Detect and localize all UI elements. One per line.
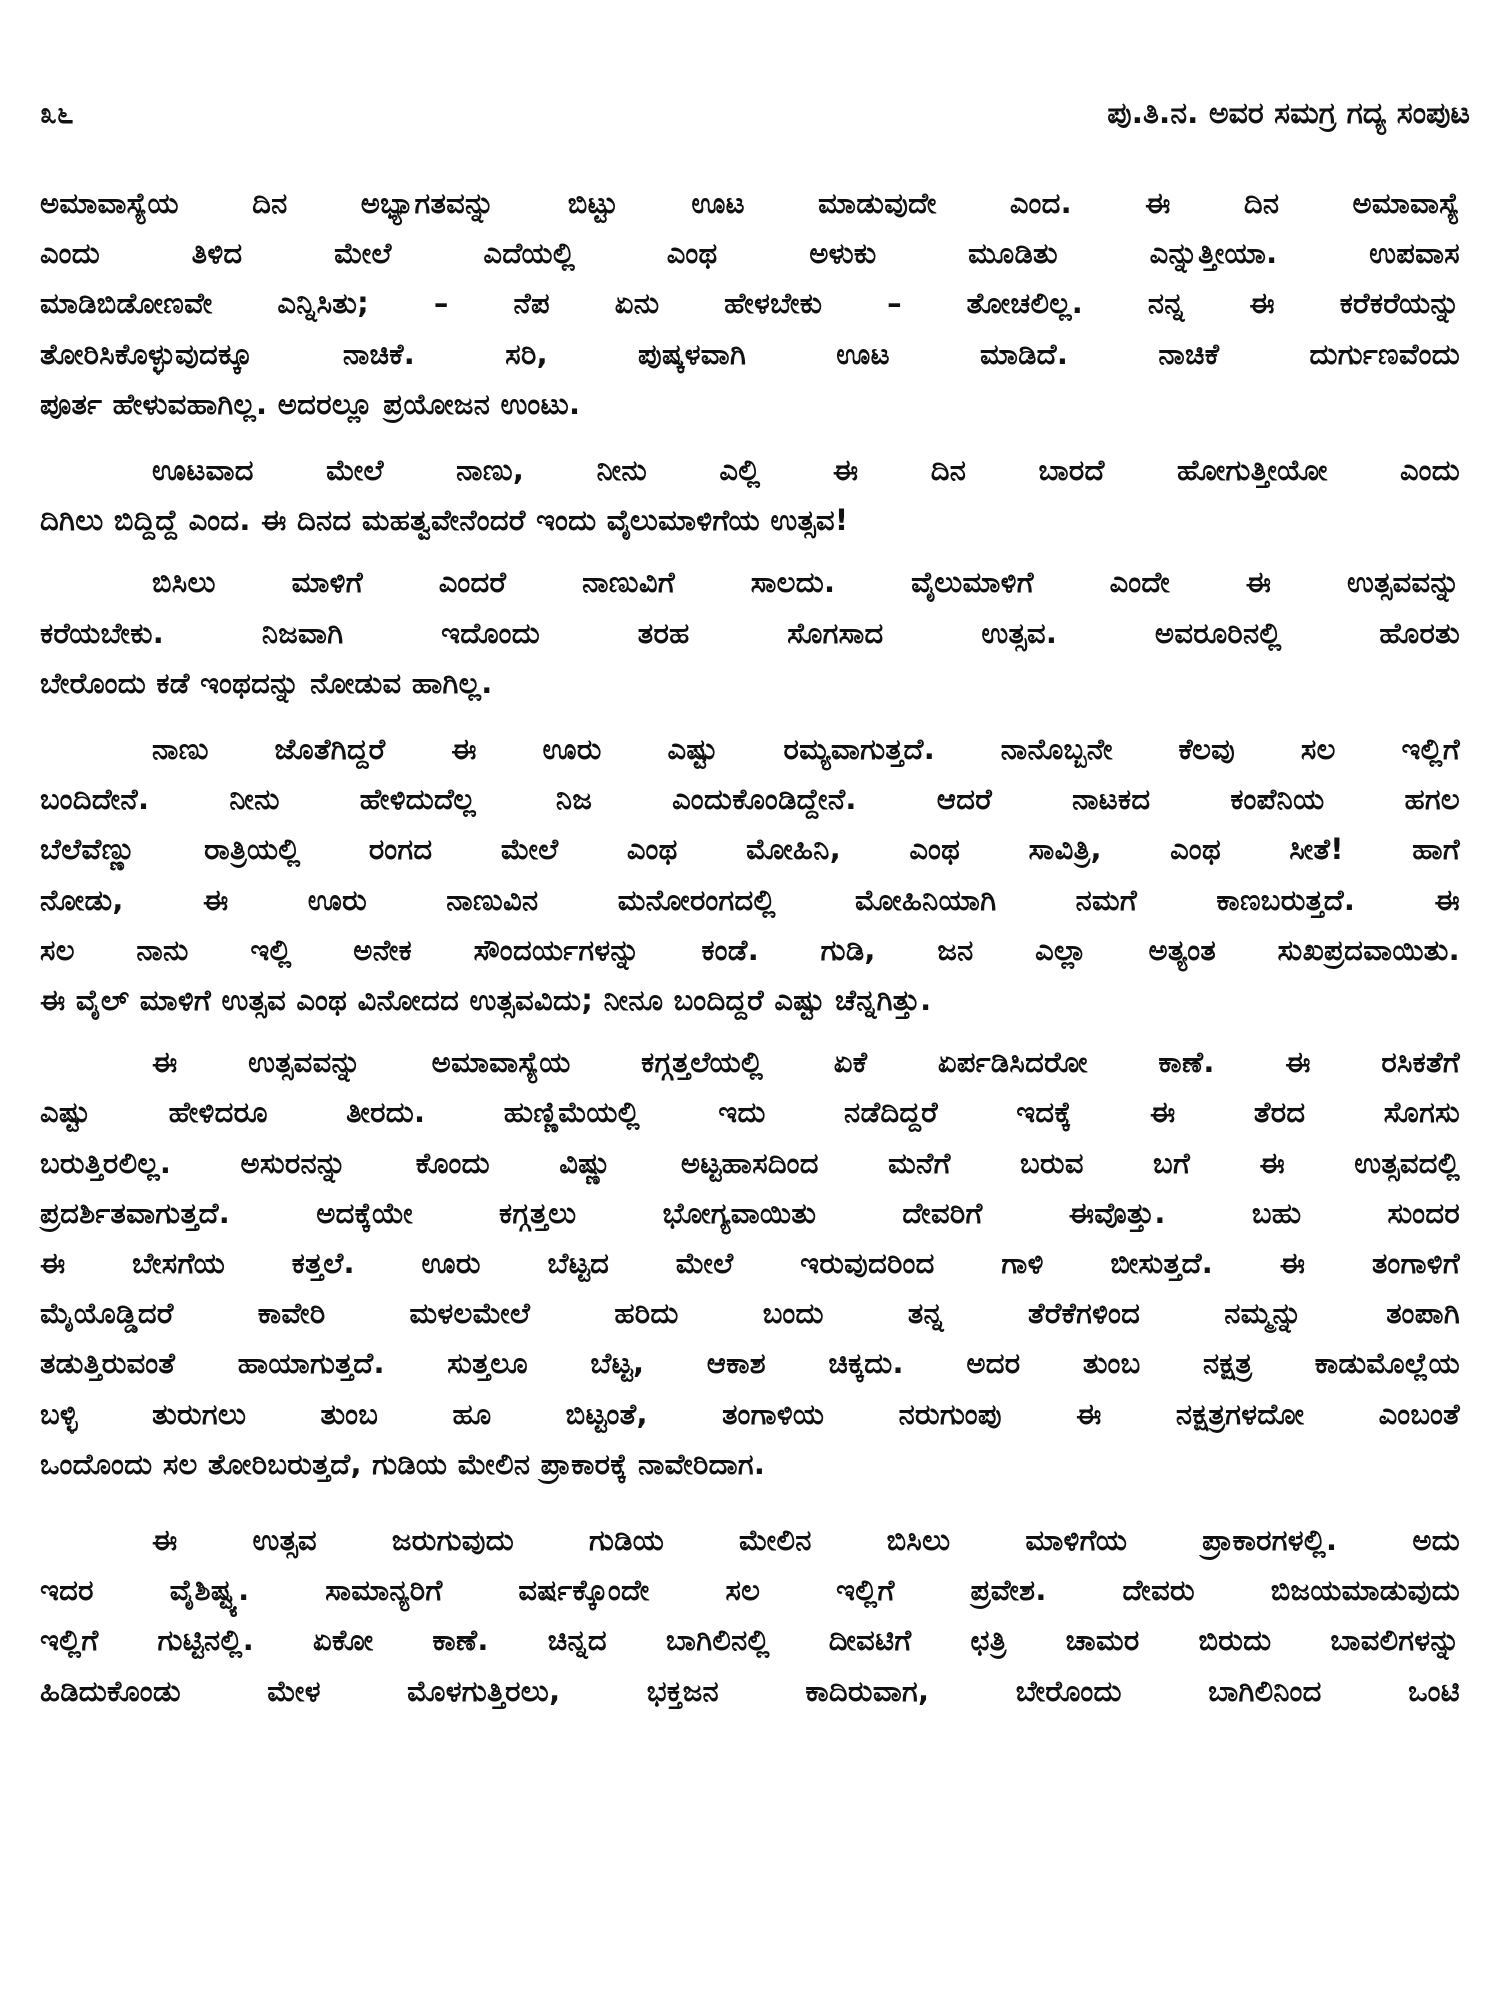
text-line: ಬರುತ್ತಿರಲಿಲ್ಲ. ಅಸುರನನ್ನು ಕೊಂದು ವಿಷ್ಣು ಅಟ್ಟಹಾಸದಿಂದ ಮನೆಗೆ ಬರುವ ಬಗೆ ಈ ಉತ್ಸವದಲ್ಲಿ <box>40 1145 1460 1180</box>
text-line: ಹಿಡಿದುಕೊಂಡು ಮೇಳ ಮೊಳಗುತ್ತಿರಲು, ಭಕ್ತಜನ ಕಾದಿರುವಾಗ, ಬೇರೊಂದು ಬಾಗಿಲಿನಿಂದ ಒಂಟಿ <box>40 1673 1460 1708</box>
text-line: ಇಲ್ಲಿಗೆ ಗುಟ್ಟಿನಲ್ಲಿ. ಏಕೋ ಕಾಣೆ. ಚಿನ್ನದ ಬಾಗಿಲಿನಲ್ಲಿ ದೀವಟಿಗೆ ಛತ್ರಿ ಚಾಮರ ಬಿರುದು ಬಾವಲಿಗಳನ್ನು <box>40 1623 1460 1658</box>
paragraph-1 <box>40 178 1460 429</box>
text-line: ಪೂರ್ತ ಹೇಳುವಹಾಗಿಲ್ಲ. ಅದರಲ್ಲೂ ಪ್ರಯೋಜನ ಉಂಟು. <box>40 386 581 421</box>
text-line: ಈ ವೈಲ್ ಮಾಳಿಗೆ ಉತ್ಸವ ಎಂಥ ವಿನೋದದ ಉತ್ಸವವಿದು; ನೀನೂ ಬಂದಿದ್ದರೆ ಎಷ್ಟು ಚೆನ್ನಗಿತ್ತು. <box>40 983 932 1018</box>
body-text <box>40 178 1460 1730</box>
text-line: ಮಾಡಿಬಿಡೋಣವೇ ಎನ್ನಿಸಿತು; – ನೆಪ ಏನು ಹೇಳಬೇಕು – ತೋಚಲಿಲ್ಲ. ನನ್ನ ಈ ಕರೆಕರೆಯನ್ನು <box>40 286 1460 321</box>
text-line: ಕರೆಯಬೇಕು. ನಿಜವಾಗಿ ಇದೊಂದು ತರಹ ಸೊಗಸಾದ ಉತ್ಸವ. ಅವರೂರಿನಲ್ಲಿ ಹೊರತು <box>40 615 1460 650</box>
text-line: ಒಂದೊಂದು ಸಲ ತೋರಿಬರುತ್ತದೆ, ಗುಡಿಯ ಮೇಲಿನ ಪ್ರಾಕಾರಕ್ಕೆ ನಾವೇರಿದಾಗ. <box>40 1446 766 1481</box>
paragraph-6 <box>40 1515 1460 1716</box>
running-title: ಪು.ತಿ.ನ. ಅವರ ಸಮಗ್ರ ಗದ್ಯ ಸಂಪುಟ <box>1107 96 1470 131</box>
text-line: ನಾಣು ಜೊತೆಗಿದ್ದರೆ ಈ ಊರು ಎಷ್ಟು ರಮ್ಯವಾಗುತ್ತದೆ. ನಾನೊಬ್ಬನೇ ಕೆಲವು ಸಲ ಇಲ್ಲಿಗೆ <box>152 732 1460 767</box>
text-line: ಮೈಯೊಡ್ಡಿದರೆ ಕಾವೇರಿ ಮಳಲಮೇಲೆ ಹರಿದು ಬಂದು ತನ್ನ ತೆರೆಕೆಗಳಿಂದ ನಮ್ಮನ್ನು ತಂಪಾಗಿ <box>40 1296 1460 1331</box>
text-line: ಬಿಸಿಲು ಮಾಳಿಗೆ ಎಂದರೆ ನಾಣುವಿಗೆ ಸಾಲದು. ವೈಲುಮಾಳಿಗೆ ಎಂದೇ ಈ ಉತ್ಸವವನ್ನು <box>152 565 1460 600</box>
text-line: ನೋಡು, ಈ ಊರು ನಾಣುವಿನ ಮನೋರಂಗದಲ್ಲಿ ಮೋಹಿನಿಯಾಗಿ ನಮಗೆ ಕಾಣಬರುತ್ತದೆ. ಈ <box>40 882 1460 917</box>
paragraph-3 <box>40 557 1460 708</box>
text-line: ಪ್ರದರ್ಶಿತವಾಗುತ್ತದೆ. ಅದಕ್ಕೆಯೇ ಕಗ್ಗತ್ತಲು ಭೋಗ್ಯವಾಯಿತು ದೇವರಿಗೆ ಈವೊತ್ತು. ಬಹು ಸುಂದರ <box>40 1195 1460 1230</box>
text-line: ಊಟವಾದ ಮೇಲೆ ನಾಣು, ನೀನು ಎಲ್ಲಿ ಈ ದಿನ ಬಾರದೆ ಹೋಗುತ್ತೀಯೋ ಎಂದು <box>152 453 1460 488</box>
text-line: ಬೇರೊಂದು ಕಡೆ ಇಂಥದನ್ನು ನೋಡುವ ಹಾಗಿಲ್ಲ. <box>40 665 493 700</box>
text-line: ಎಂದು ತಿಳಿದ ಮೇಲೆ ಎದೆಯಲ್ಲಿ ಎಂಥ ಅಳುಕು ಮೂಡಿತು ಎನ್ನುತ್ತೀಯಾ. ಉಪವಾಸ <box>40 236 1460 271</box>
text-line: ಅಮಾವಾಸ್ಯೆಯ ದಿನ ಅಭ್ಯಾಗತವನ್ನು ಬಿಟ್ಟು ಊಟ ಮಾಡುವುದೇ ಎಂದ. ಈ ದಿನ ಅಮಾವಾಸ್ಯೆ <box>40 186 1460 220</box>
page-number: ೩೬ <box>40 96 74 131</box>
text-line: ಬಂದಿದೇನೆ. ನೀನು ಹೇಳಿದುದೆಲ್ಲ ನಿಜ ಎಂದುಕೊಂಡಿದ್ದೇನೆ. ಆದರೆ ನಾಟಕದ ಕಂಪೆನಿಯ ಹಗಲ <box>40 782 1460 817</box>
text-line: ಈ ಬೇಸಗೆಯ ಕತ್ತಲೆ. ಊರು ಬೆಟ್ಟದ ಮೇಲೆ ಇರುವುದರಿಂದ ಗಾಳಿ ಬೀಸುತ್ತದೆ. ಈ ತಂಗಾಳಿಗೆ <box>40 1246 1460 1281</box>
text-line: ತಡುತ್ತಿರುವಂತೆ ಹಾಯಾಗುತ್ತದೆ. ಸುತ್ತಲೂ ಬೆಟ್ಟ, ಆಕಾಶ ಚಿಕ್ಕದು. ಅದರ ತುಂಬ ನಕ್ಷತ್ರ ಕಾಡುಮೊಲ್ಲೆಯ <box>40 1346 1460 1381</box>
page-header <box>40 92 1470 136</box>
text-line: ಬಳ್ಳಿ ತುರುಗಲು ತುಂಬ ಹೂ ಬಿಟ್ಟಂತೆ, ತಂಗಾಳಿಯ ನರುಗುಂಪು ಈ ನಕ್ಷತ್ರಗಳದೋ ಎಂಬಂತೆ <box>40 1396 1460 1431</box>
text-line: ಈ ಉತ್ಸವ ಜರುಗುವುದು ಗುಡಿಯ ಮೇಲಿನ ಬಿಸಿಲು ಮಾಳಿಗೆಯ ಪ್ರಾಕಾರಗಳಲ್ಲಿ. ಅದು <box>152 1523 1460 1558</box>
text-line: ಬೆಲೆವೆಣ್ಣು ರಾತ್ರಿಯಲ್ಲಿ ರಂಗದ ಮೇಲೆ ಎಂಥ ಮೋಹಿನಿ, ಎಂಥ ಸಾವಿತ್ರಿ, ಎಂಥ ಸೀತೆ! ಹಾಗೆ <box>40 832 1460 867</box>
text-line: ಇದರ ವೈಶಿಷ್ಟ್ಯ. ಸಾಮಾನ್ಯರಿಗೆ ವರ್ಷಕ್ಕೊಂದೇ ಸಲ ಇಲ್ಲಿಗೆ ಪ್ರವೇಶ. ದೇವರು ಬಿಜಯಮಾಡುವುದು <box>40 1573 1460 1608</box>
paragraph-4 <box>40 724 1460 1025</box>
paragraph-5 <box>40 1037 1460 1489</box>
text-line: ಈ ಉತ್ಸವವನ್ನು ಅಮಾವಾಸ್ಯೆಯ ಕಗ್ಗತ್ತಲೆಯಲ್ಲಿ ಏಕೆ ಏರ್ಪಡಿಸಿದರೋ ಕಾಣೆ. ಈ ರಸಿಕತೆಗೆ <box>152 1045 1460 1080</box>
text-line: ದಿಗಿಲು ಬಿದ್ದಿದ್ದೆ ಎಂದ. ಈ ದಿನದ ಮಹತ್ವವೇನೆಂದರೆ ಇಂದು ವೈಲುಮಾಳಿಗೆಯ ಉತ್ಸವ! <box>40 503 849 538</box>
text-line: ಎಷ್ಟು ಹೇಳಿದರೂ ತೀರದು. ಹುಣ್ಣಿಮೆಯಲ್ಲಿ ಇದು ನಡೆದಿದ್ದರೆ ಇದಕ್ಕೆ ಈ ತೆರದ ಸೊಗಸು <box>40 1095 1460 1130</box>
text-line: ಸಲ ನಾನು ಇಲ್ಲಿ ಅನೇಕ ಸೌಂದರ್ಯಗಳನ್ನು ಕಂಡೆ. ಗುಡಿ, ಜನ ಎಲ್ಲಾ ಅತ್ಯಂತ ಸುಖಪ್ರದವಾಯಿತು. <box>40 932 1460 967</box>
text-line: ತೋರಿಸಿಕೊಳ್ಳುವುದಕ್ಕೂ ನಾಚಿಕೆ. ಸರಿ, ಪುಷ್ಕಳವಾಗಿ ಊಟ ಮಾಡಿದೆ. ನಾಚಿಕೆ ದುರ್ಗುಣವೆಂದು <box>40 336 1460 371</box>
paragraph-2 <box>40 445 1460 545</box>
